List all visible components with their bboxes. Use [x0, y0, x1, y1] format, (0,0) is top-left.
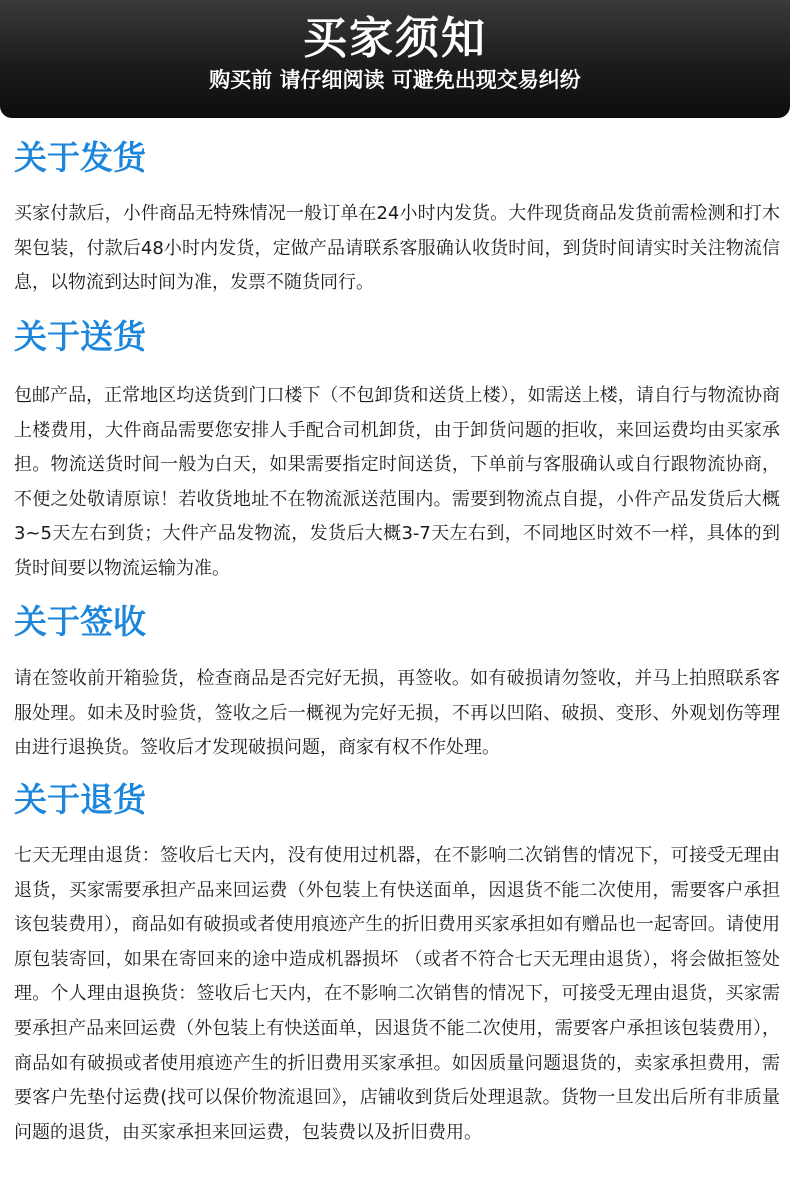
section-body-delivery: 包邮产品，正常地区均送货到门口楼下（不包卸货和送货上楼），如需送上楼，请自行与物流协商上楼费用，大件商品需要您安排人手配合司机卸货，由于卸货问题的拒收，来回运费均由买家承担。物流送货时间一般为白天，如果需要指定时间送货，下单前与客服确认或自行跟物流协商，不便之处敬请原谅！若收货地址不在物流派送范围内。需要到物流点自提，小件产品发货后大概3~5天左右到货；大件产品发物流，发货后大概3-7天左右到，不同地区时效不一样，具体的到货时间要以物流运输为准。 — [14, 385, 780, 579]
section-signing — [14, 600, 780, 766]
section-shipping — [14, 136, 780, 301]
page-subtitle: 购买前 请仔细阅读 可避免出现交易纠纷 — [209, 68, 581, 92]
section-returns — [14, 778, 780, 1150]
section-title-returns: 关于退货 — [14, 780, 146, 819]
section-body-signing: 请在签收前开箱验货，检查商品是否完好无损，再签收。如有破损请勿签收，并马上拍照联系客服处理。如未及时验货，签收之后一概视为完好无损，不再以凹陷、破损、变形、外观划伤等理由进行退换货。签收后才发现破损问题，商家有权不作处理。 — [14, 668, 780, 759]
section-delivery — [14, 315, 780, 587]
header-banner — [0, 0, 790, 118]
section-body-returns: 七天无理由退货：签收后七天内，没有使用过机器，在不影响二次销售的情况下，可接受无理由退货，买家需要承担产品来回运费（外包装上有快送面单，因退货不能二次使用，需要客户承担该包装费用），商品如有破损或者使用痕迹产生的折旧费用买家承担如有赠品也一起寄回。请使用原包装寄回，如果在寄回来的途中造成机器损坏 （或者不符合七天无理由退货），将会做拒签处理。个人理由退换货：签收后七天内，在不影响二次销售的情况下，可接受无理由退货，买家需要承担产品来回运费（外包装上有快送面单，因退货不能二次使用，需要客户承担该包装费用），商品如有破损或者使用痕迹产生的折旧费用买家承担。如因质量问题退货的，卖家承担费用，需要客户先垫付运费(找可以保价物流退回》，店铺收到货后处理退款。货物一旦发出后所有非质量问题的退货，由买家承担来回运费，包装费以及折旧费用。 — [14, 845, 780, 1143]
section-title-delivery: 关于送货 — [14, 317, 146, 356]
section-title-shipping: 关于发货 — [14, 138, 146, 177]
page-title: 买家须知 — [303, 13, 487, 64]
section-body-shipping: 买家付款后，小件商品无特殊情况一般订单在24小时内发货。大件现货商品发货前需检测和打木架包装，付款后48小时内发货，定做产品请联系客服确认收货时间，到货时间请实时关注物流信息，以物流到达时间为准，发票不随货同行。 — [14, 203, 780, 294]
section-title-signing: 关于签收 — [14, 602, 146, 641]
